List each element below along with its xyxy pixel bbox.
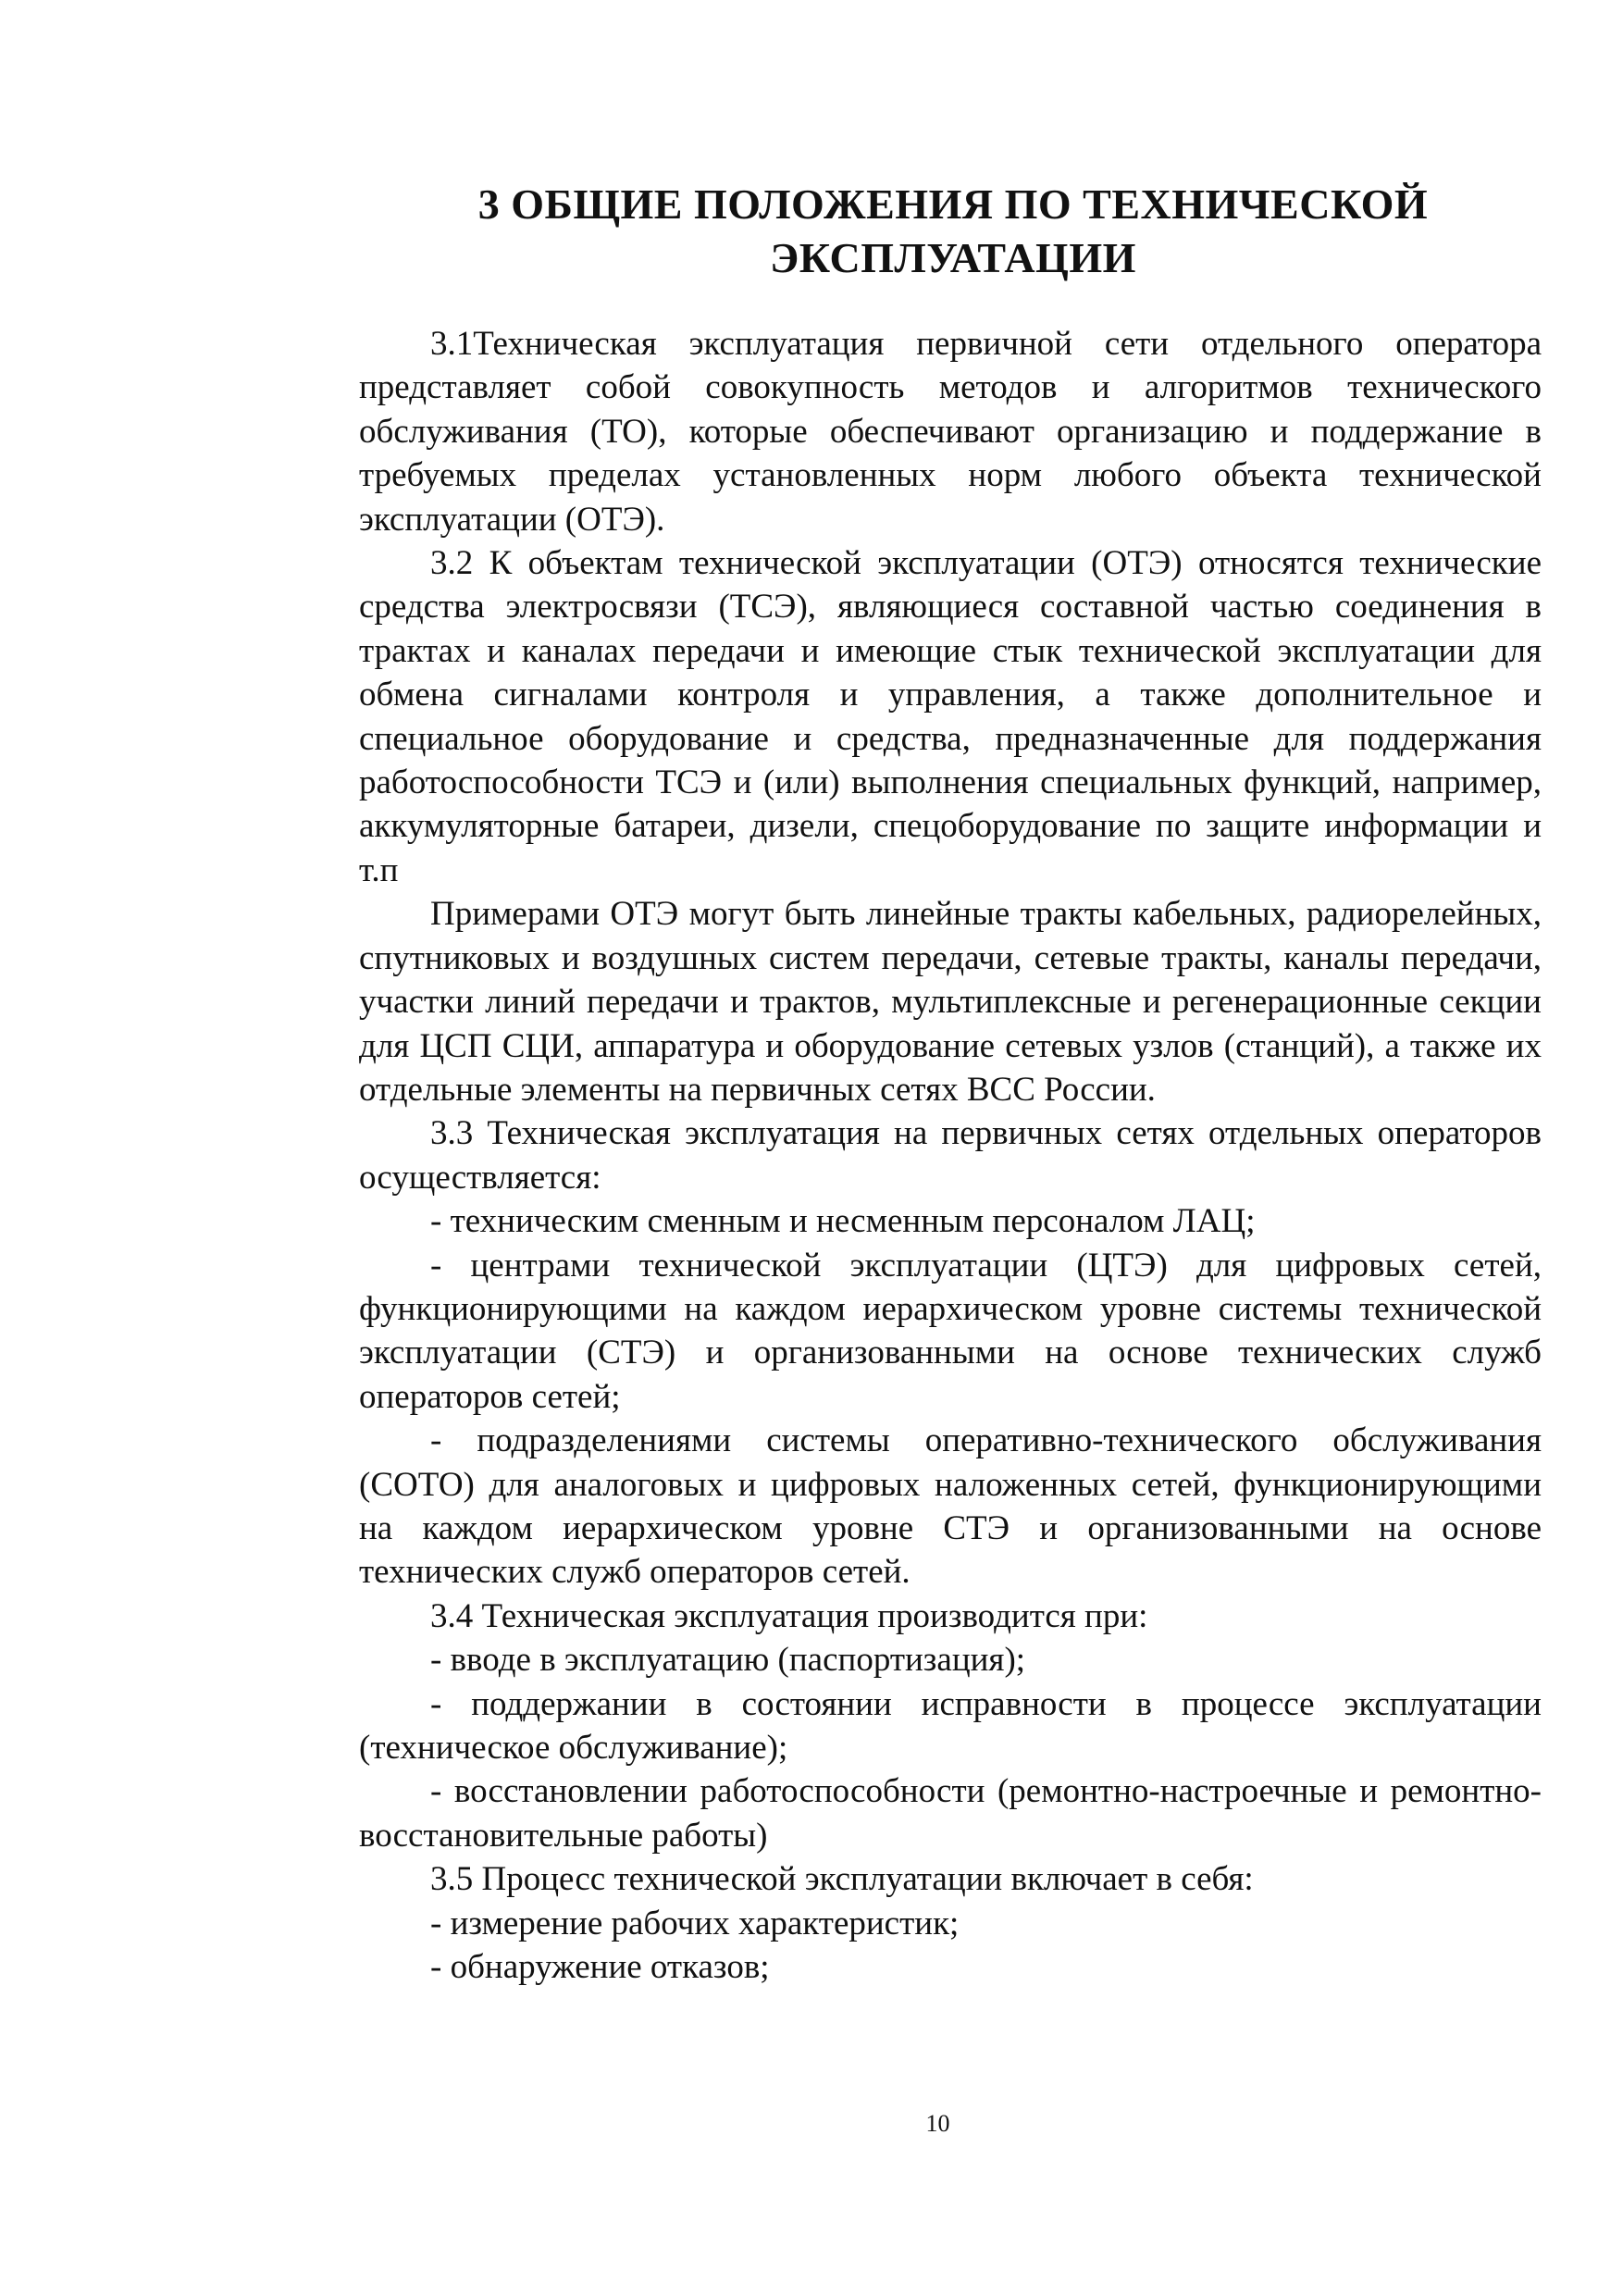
list-item: - восстановлении работоспособности (ремонтно-настроечные и ремонтно-восстановительные работы) <box>359 1772 1542 1855</box>
body-text <box>359 322 1542 1989</box>
list-item: - подразделениями системы оперативно-технического обслуживания (СОТО) для аналоговых и цифровых наложенных сетей, функционирующими на каждом иерархическом уровне СТЭ и организованными на основе технических служб операторов сетей. <box>359 1421 1542 1592</box>
paragraph-3-3: 3.3 Техническая эксплуатация на первичных сетях отдельных операторов осуществляется: <box>359 1114 1542 1197</box>
list-item: - вводе в эксплуатацию (паспортизация); <box>430 1641 1026 1680</box>
list-item: - измерение рабочих характеристик; <box>430 1904 960 1942</box>
paragraph-3-4: 3.4 Техническая эксплуатация производится при: <box>430 1596 1148 1635</box>
paragraph-examples: Примерами ОТЭ могут быть линейные тракты кабельных, радиорелейных, спутниковых и воздушных систем передачи, сетевые тракты, каналы передачи, участки линий передачи и трактов, мультиплексные и регенерационные секции для ЦСП СЦИ, аппаратура и оборудование сетевых узлов (станций), а также их отдельные элементы на первичных сетях ВСС России. <box>359 895 1542 1109</box>
paragraph-3-2: 3.2 К объектам технической эксплуатации (ОТЭ) относятся технические средства электросвязи (ТСЭ), являющиеся составной частью соединения в трактах и каналах передачи и имеющие стык технической эксплуатации для обмена сигналами контроля и управления, а также дополнительное и специальное оборудование и средства, предназначенные для поддержания работоспособности ТСЭ и (или) выполнения специальных функций, например, аккумуляторные батареи, дизели, спецоборудование по защите информации и т.п <box>359 544 1542 889</box>
paragraph-3-5: 3.5 Процесс технической эксплуатации включает в себя: <box>430 1860 1254 1899</box>
list-item: - техническим сменным и несменным персоналом ЛАЦ; <box>430 1202 1256 1241</box>
section-heading <box>361 178 1545 285</box>
paragraph-3-1: 3.1Техническая эксплуатация первичной сети отдельного оператора представляет собой совокупность методов и алгоритмов технического обслуживания (ТО), которые обеспечивают организацию и поддержание в требуемых пределах установленных норм любого объекта технической эксплуатации (ОТЭ). <box>359 325 1542 539</box>
list-item: - поддержании в состоянии исправности в процессе эксплуатации (техническое обслуживание); <box>359 1684 1542 1767</box>
list-item: - обнаружение отказов; <box>430 1948 770 1987</box>
section-heading-line-2: ЭКСПЛУАТАЦИИ <box>770 234 1136 281</box>
page-number: 10 <box>925 2110 950 2137</box>
section-heading-line-1: 3 ОБЩИЕ ПОЛОЖЕНИЯ ПО ТЕХНИЧЕСКОЙ <box>477 180 1429 228</box>
list-item: - центрами технической эксплуатации (ЦТЭ) для цифровых сетей, функционирующими на каждом иерархическом уровне системы технической эксплуатации (СТЭ) и организованными на основе технических служб операторов сетей; <box>359 1246 1542 1416</box>
